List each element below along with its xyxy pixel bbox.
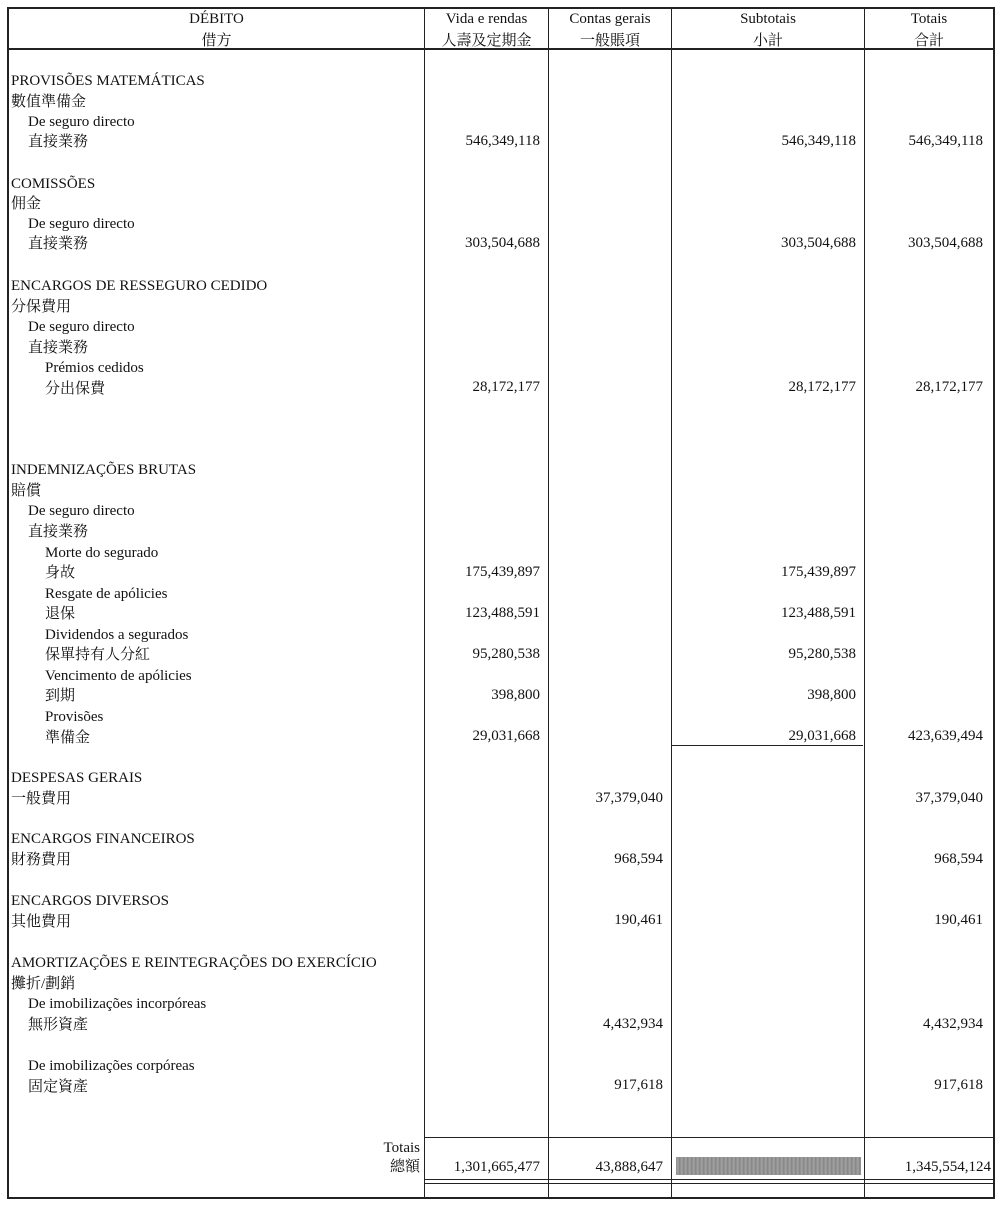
subsection-zh: 直接業務 (28, 524, 89, 540)
section-title-pt: AMORTIZAÇÕES E REINTEGRAÇÕES DO EXERCÍCIO (11, 955, 377, 971)
header-vida (425, 8, 548, 52)
section-title-zh: 分保費用 (11, 299, 72, 315)
vida-value: 29,031,668 (472, 728, 540, 744)
item-pt: De imobilizações corpóreas (28, 1058, 195, 1074)
col-divider-3 (671, 7, 672, 1199)
item-pt: Dividendos a segurados (45, 627, 189, 643)
subsection-zh: 直接業務 (28, 134, 89, 150)
section-title-zh: 其他費用 (11, 914, 72, 930)
item-pt: Vencimento de apólicies (45, 668, 192, 684)
total-value: 968,594 (934, 851, 983, 867)
col-divider-4 (864, 7, 865, 1199)
header-contas (549, 8, 671, 52)
item-zh: 退保 (45, 606, 76, 622)
vida-value: 123,488,591 (465, 605, 540, 621)
item-pt: Morte do segurado (45, 545, 159, 561)
totals-label-pt: Totais (383, 1140, 420, 1156)
header-debito (9, 8, 424, 52)
subtotal-value: 303,504,688 (781, 235, 856, 251)
contas-value: 917,618 (614, 1077, 663, 1093)
section-title-pt: INDEMNIZAÇÕES BRUTAS (11, 462, 197, 478)
subtotal-value: 28,172,177 (788, 379, 856, 395)
total-value: 190,461 (934, 912, 983, 928)
section-title-zh: 攤折/劃銷 (11, 976, 76, 992)
header-totais-pt: Totais (910, 11, 948, 27)
item-zh: 身故 (45, 565, 76, 581)
subtotal-value: 123,488,591 (781, 605, 856, 621)
subtotal-value: 175,439,897 (781, 564, 856, 580)
subsection-zh: 直接業務 (28, 236, 89, 252)
totals-contas: 43,888,647 (595, 1159, 663, 1175)
total-value: 37,379,040 (915, 790, 983, 806)
item-zh: 分出保費 (45, 381, 106, 397)
item-pt: Resgate de apólicies (45, 586, 168, 602)
subsection-pt: De seguro directo (28, 216, 135, 232)
vida-value: 95,280,538 (472, 646, 540, 662)
section-title-pt: PROVISÕES MATEMÁTICAS (11, 73, 205, 89)
redacted-subtotal (676, 1157, 861, 1175)
header-subtotais (672, 8, 864, 52)
frame-left (7, 7, 9, 1199)
subtotal-value: 29,031,668 (788, 728, 856, 744)
vida-value: 398,800 (491, 687, 540, 703)
subtotal-value: 546,349,118 (781, 133, 856, 149)
vida-value: 175,439,897 (465, 564, 540, 580)
header-vida-pt: Vida e rendas (445, 11, 528, 27)
item-zh: 保單持有人分紅 (45, 647, 151, 663)
totals-bottom-line-1 (424, 1179, 995, 1180)
subtotal-value: 398,800 (807, 687, 856, 703)
totals-label-zh: 總額 (389, 1159, 420, 1175)
section-title-zh: 一般費用 (11, 791, 72, 807)
subsection-pt: De seguro directo (28, 319, 135, 335)
contas-value: 4,432,934 (603, 1016, 663, 1032)
vida-value: 546,349,118 (465, 133, 540, 149)
total-value: 4,432,934 (923, 1016, 983, 1032)
total-value: 28,172,177 (915, 379, 983, 395)
header-vida-zh: 人壽及定期金 (441, 33, 532, 49)
header-totais-zh: 合計 (913, 33, 944, 49)
total-value: 917,618 (934, 1077, 983, 1093)
totals-top-line (424, 1137, 995, 1138)
section-title-zh: 賠償 (11, 483, 42, 499)
section-title-pt: DESPESAS GERAIS (11, 770, 143, 786)
total-value: 546,349,118 (908, 133, 983, 149)
item-zh: 準備金 (45, 730, 91, 746)
total-value: 303,504,688 (908, 235, 983, 251)
subtotal-value: 95,280,538 (788, 646, 856, 662)
section-title-pt: COMISSÕES (11, 176, 96, 192)
item-pt: De imobilizações incorpóreas (28, 996, 207, 1012)
totals-vida: 1,301,665,477 (453, 1159, 540, 1175)
item-zh: 無形資產 (28, 1017, 89, 1033)
header-totais (865, 8, 993, 52)
item-zh: 到期 (45, 688, 76, 704)
item-zh: 固定資產 (28, 1079, 89, 1095)
subsection-pt: De seguro directo (28, 114, 135, 130)
contas-value: 968,594 (614, 851, 663, 867)
header-subtotais-pt: Subtotais (740, 11, 796, 27)
frame-bottom (7, 1197, 995, 1199)
totals-total: 1,345,554,124 (904, 1159, 991, 1175)
section-title-pt: ENCARGOS DE RESSEGURO CEDIDO (11, 278, 268, 294)
section-title-zh: 財務費用 (11, 852, 72, 868)
item-pt: Provisões (45, 709, 104, 725)
vida-value: 28,172,177 (472, 379, 540, 395)
contas-value: 190,461 (614, 912, 663, 928)
contas-value: 37,379,040 (595, 790, 663, 806)
col-divider-2 (548, 7, 549, 1199)
section-title-zh: 佣金 (11, 196, 42, 212)
frame-right (993, 7, 995, 1199)
section-title-pt: ENCARGOS DIVERSOS (11, 893, 169, 909)
subsection-pt: De seguro directo (28, 503, 135, 519)
col-divider-1 (424, 7, 425, 1199)
item-pt: Prémios cedidos (45, 360, 144, 376)
header-contas-pt: Contas gerais (569, 11, 651, 27)
header-contas-zh: 一般賬項 (579, 33, 640, 49)
total-value: 423,639,494 (908, 728, 983, 744)
header-debito-pt: DÉBITO (189, 11, 244, 27)
header-subtotais-zh: 小計 (752, 33, 783, 49)
subsection-zh: 直接業務 (28, 340, 89, 356)
section-title-zh: 數值準備金 (11, 94, 87, 110)
totals-bottom-line-2 (424, 1183, 995, 1184)
header-debito-zh: 借方 (201, 33, 232, 49)
section-title-pt: ENCARGOS FINANCEIROS (11, 831, 195, 847)
vida-value: 303,504,688 (465, 235, 540, 251)
